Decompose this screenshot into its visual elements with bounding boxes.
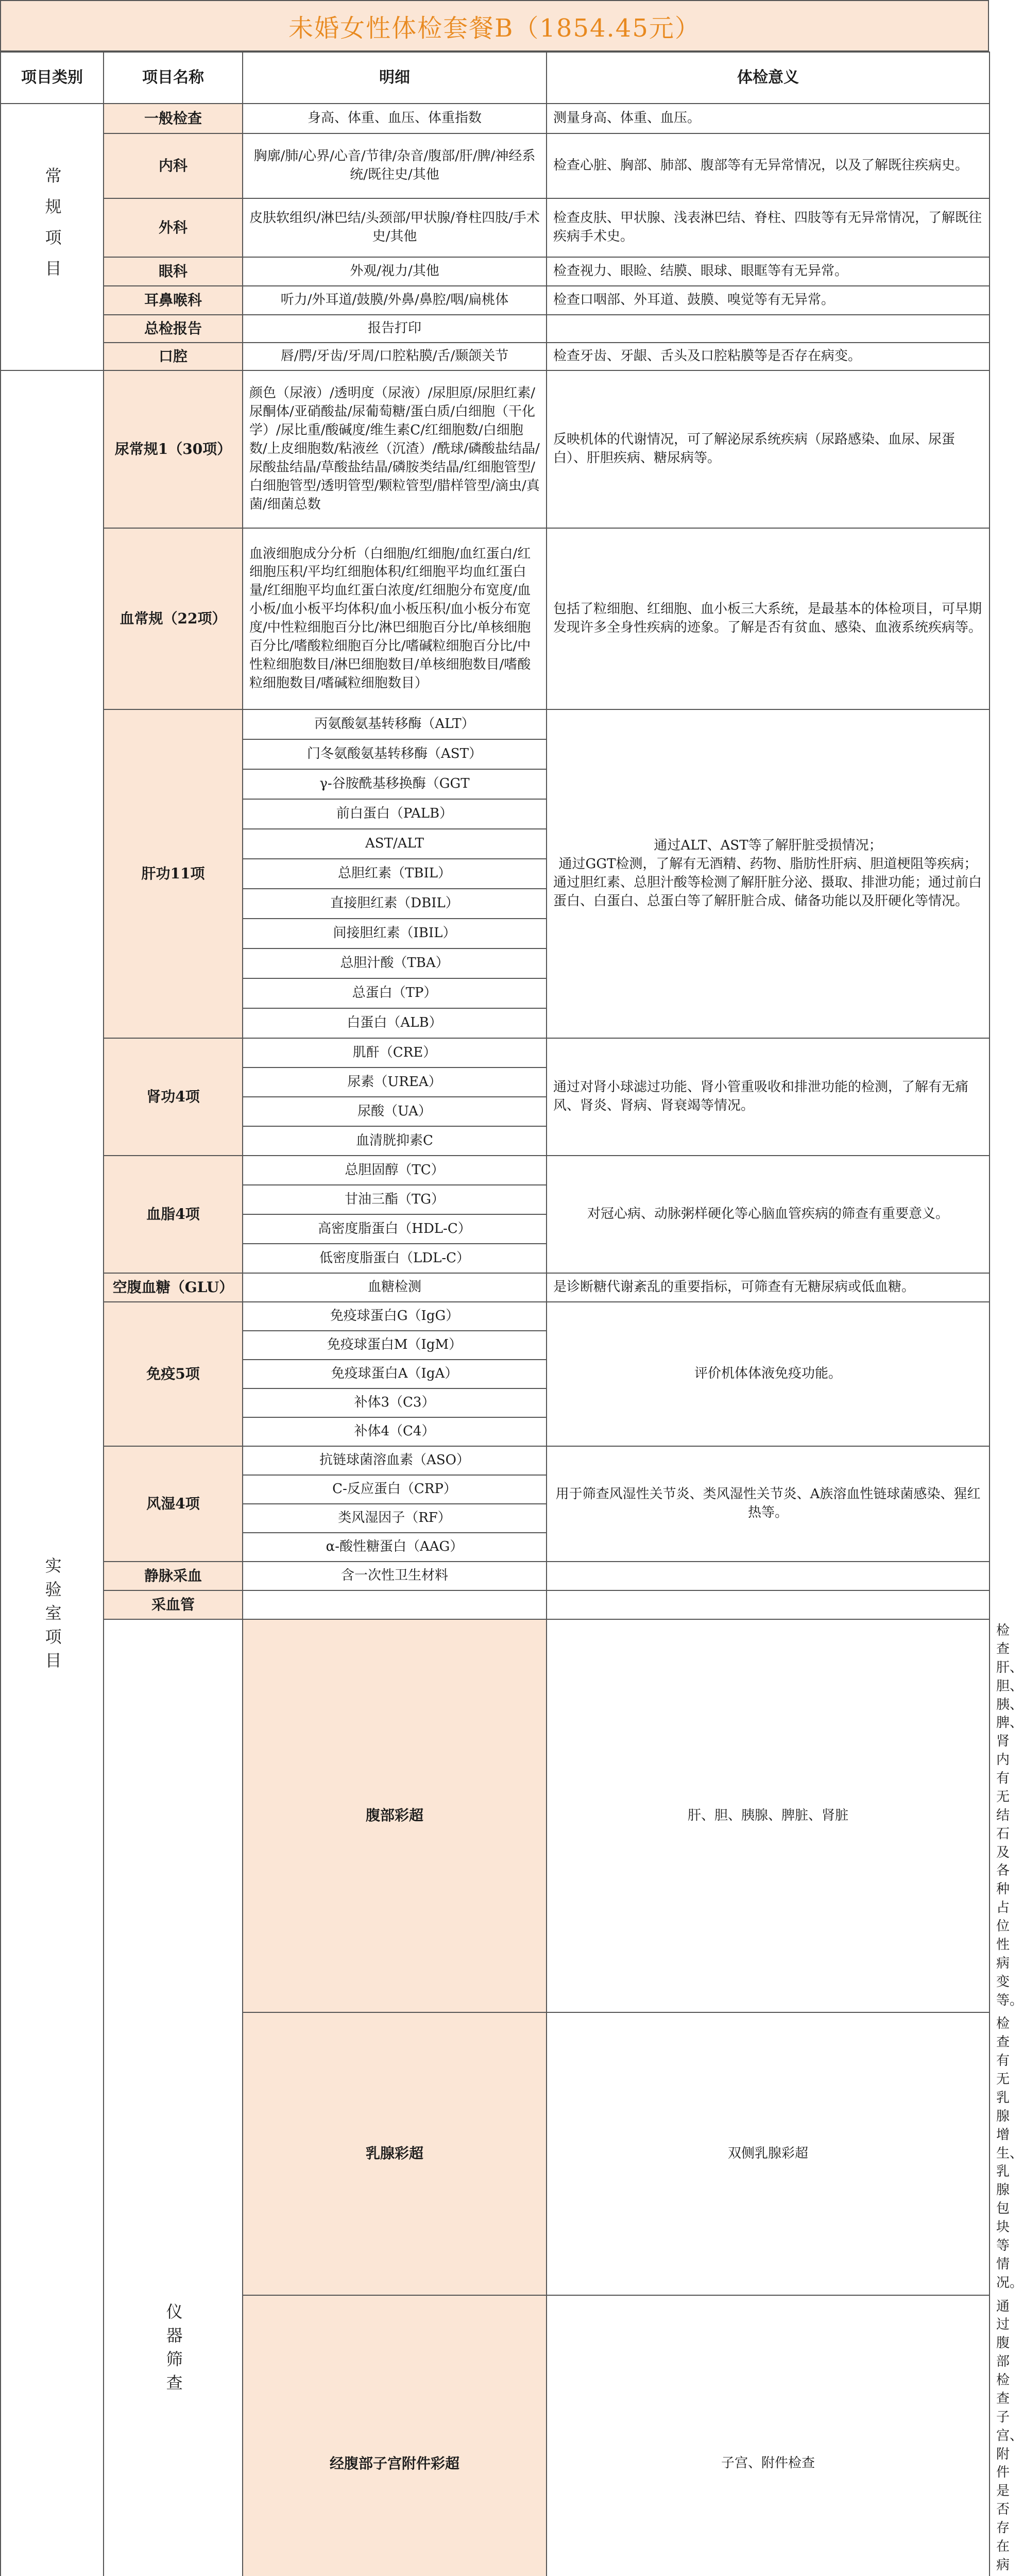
item-detail: 间接胆红素（IBIL） <box>243 919 547 948</box>
table-row <box>1 1590 990 1619</box>
item-name: 腹部彩超 <box>243 1619 547 2012</box>
item-meaning <box>547 1590 990 1619</box>
item-name: 眼科 <box>104 257 243 286</box>
item-detail: 总胆红素（TBIL） <box>243 859 547 889</box>
item-detail: 低密度脂蛋白（LDL-C） <box>243 1244 547 1273</box>
item-detail: 免疫球蛋白G（IgG） <box>243 1302 547 1331</box>
item-detail: 抗链球菌溶血素（ASO） <box>243 1446 547 1475</box>
table-row: 经腹部子宫附件彩超 子宫、附件检查 通过腹部检查子宫、附件是否存在病 <box>1 2295 990 2576</box>
table-row <box>1 1562 990 1590</box>
item-detail: 直接胆红素（DBIL） <box>243 889 547 919</box>
item-meaning <box>547 1562 990 1590</box>
item-name: 耳鼻喉科 <box>104 286 243 315</box>
item-detail: 甘油三酯（TG） <box>243 1185 547 1214</box>
item-meaning <box>547 315 990 343</box>
table-row <box>1 257 990 286</box>
item-detail: 高密度脂蛋白（HDL-C） <box>243 1214 547 1244</box>
item-detail: 白蛋白（ALB） <box>243 1008 547 1038</box>
table-row <box>1 198 990 257</box>
item-meaning: 检查皮肤、甲状腺、浅表淋巴结、脊柱、四肢等有无异常情况，了解既往疾病手术史。 <box>547 198 990 257</box>
item-meaning <box>547 709 990 1038</box>
header-detail: 明细 <box>243 52 547 104</box>
item-detail: 补体4（C4） <box>243 1417 547 1446</box>
item-name: 空腹血糖（GLU） <box>104 1273 243 1302</box>
liver-meaning-3: 通过胆红素、总胆汁酸等检测了解肝脏分泌、摄取、排泄功能；通过前白蛋白、白蛋白、总蛋白等了解肝脏合成、储备功能以及肝硬化等情况。 <box>553 874 983 911</box>
table-row <box>1 1156 990 1185</box>
item-meaning: 用于筛查风湿性关节炎、类风湿性关节炎、A族溶血性链球菌感染、猩红热等。 <box>547 1446 990 1562</box>
item-detail: 总蛋白（TP） <box>243 978 547 1008</box>
item-name: 采血管 <box>104 1590 243 1619</box>
item-meaning: 是诊断糖代谢紊乱的重要指标，可筛查有无糖尿病或低血糖。 <box>547 1273 990 1302</box>
item-meaning: 通过对肾小球滤过功能、肾小管重吸收和排泄功能的检测，了解有无痛风、肾炎、肾病、肾衰竭等情况。 <box>547 1038 990 1156</box>
item-name: 一般检查 <box>104 104 243 133</box>
header-meaning: 体检意义 <box>547 52 990 104</box>
table-row <box>1 709 990 739</box>
page-title: 未婚女性体检套餐B（1854.45元） <box>0 0 989 52</box>
item-detail: 免疫球蛋白M（IgM） <box>243 1331 547 1360</box>
item-detail: α-酸性糖蛋白（AAG） <box>243 1533 547 1562</box>
item-detail: 外观/视力/其他 <box>243 257 547 286</box>
item-detail: 总胆汁酸（TBA） <box>243 948 547 978</box>
item-name: 风湿4项 <box>104 1446 243 1562</box>
item-detail: 胸廓/肺/心界/心音/节律/杂音/腹部/肝/脾/神经系统/既往史/其他 <box>243 133 547 198</box>
item-detail: 总胆固醇（TC） <box>243 1156 547 1185</box>
item-name: 口腔 <box>104 343 243 370</box>
item-detail: 门冬氨酸氨基转移酶（AST） <box>243 739 547 769</box>
liver-meaning-2: 通过GGT检测，了解有无酒精、药物、脂肪性肝病、胆道梗阻等疾病； <box>553 855 983 874</box>
table-row <box>1 1302 990 1331</box>
item-detail: 双侧乳腺彩超 <box>547 2012 990 2295</box>
table-row: 乳腺彩超 双侧乳腺彩超 检查有无乳腺增生、乳腺包块等情况。 <box>1 2012 990 2295</box>
item-detail: 含一次性卫生材料 <box>243 1562 547 1590</box>
item-name: 静脉采血 <box>104 1562 243 1590</box>
item-detail: 血糖检测 <box>243 1273 547 1302</box>
table-row <box>1 1038 990 1067</box>
category-instrument <box>104 1619 243 2576</box>
table-row <box>1 315 990 343</box>
item-detail: 唇/腭/牙齿/牙周/口腔粘膜/舌/颞颌关节 <box>243 343 547 370</box>
table-row <box>1 528 990 709</box>
category-routine-label: 常规项目 <box>30 167 73 291</box>
item-detail: 免疫球蛋白A（IgA） <box>243 1360 547 1388</box>
liver-meaning-1: 通过ALT、AST等了解肝脏受损情况； <box>553 837 983 855</box>
item-meaning: 检查心脏、胸部、肺部、腹部等有无异常情况，以及了解既往疾病史。 <box>547 133 990 198</box>
item-detail: 子宫、附件检查 <box>547 2295 990 2576</box>
item-meaning: 测量身高、体重、血压。 <box>547 104 990 133</box>
item-name: 外科 <box>104 198 243 257</box>
item-name: 肝功11项 <box>104 709 243 1038</box>
table-header-row <box>1 52 990 104</box>
table-row <box>1 370 990 528</box>
item-name: 肾功4项 <box>104 1038 243 1156</box>
item-detail: 丙氨酸氨基转移酶（ALT） <box>243 709 547 739</box>
item-meaning: 包括了粒细胞、红细胞、血小板三大系统，是最基本的体检项目，可早期发现许多全身性疾病的迹象。了解是否有贫血、感染、血液系统疾病等。 <box>547 528 990 709</box>
header-category: 项目类别 <box>1 52 104 104</box>
item-detail: 尿酸（UA） <box>243 1097 547 1126</box>
item-detail: 颜色（尿液）/透明度（尿液）/尿胆原/尿胆红素/尿酮体/亚硝酸盐/尿葡萄糖/蛋白质/白细胞（干化学）/尿比重/酸碱度/维生素C/红细胞数/白细胞数/上皮细胞数/粘液丝（沉渣）/酰球/磷酸盐结晶/尿酸盐结晶/草酸盐结晶/磷胺类结晶/红细胞管型/白细胞管型/透明管型/颗粒管型/腊样管型/滴虫/真菌/细菌总数 <box>243 370 547 528</box>
item-detail: 报告打印 <box>243 315 547 343</box>
table-row: 仪器筛查 腹部彩超 肝、胆、胰腺、脾脏、肾脏 检查肝、胆、胰、脾、肾内有无结石及各种占位性病变等。 <box>1 1619 990 2012</box>
item-name: 总检报告 <box>104 315 243 343</box>
item-name: 内科 <box>104 133 243 198</box>
item-detail: 尿素（UREA） <box>243 1067 547 1097</box>
table-row <box>1 1273 990 1302</box>
item-meaning: 检查牙齿、牙龈、舌头及口腔粘膜等是否存在病变。 <box>547 343 990 370</box>
item-detail: 肌酐（CRE） <box>243 1038 547 1067</box>
item-name: 乳腺彩超 <box>243 2012 547 2295</box>
item-name: 经腹部子宫附件彩超 <box>243 2295 547 2576</box>
item-name: 免疫5项 <box>104 1302 243 1446</box>
item-detail: 肝、胆、胰腺、脾脏、肾脏 <box>547 1619 990 2012</box>
item-detail: 身高、体重、血压、体重指数 <box>243 104 547 133</box>
item-name: 尿常规1（30项） <box>104 370 243 528</box>
item-detail: AST/ALT <box>243 829 547 859</box>
item-detail: γ-谷胺酰基移换酶（GGT <box>243 769 547 799</box>
item-detail: 类风湿因子（RF） <box>243 1504 547 1533</box>
item-meaning: 反映机体的代谢情况，可了解泌尿系统疾病（尿路感染、血尿、尿蛋白）、肝胆疾病、糖尿病等。 <box>547 370 990 528</box>
item-detail: 血液细胞成分分析（白细胞/红细胞/血红蛋白/红细胞压积/平均红细胞体积/红细胞平均血红蛋白量/红细胞平均血红蛋白浓度/红细胞分布宽度/血小板/血小板平均体积/血小板压积/血小板分布宽度/中性粒细胞百分比/淋巴细胞百分比/单核细胞百分比/嗜酸粒细胞百分比/嗜碱粒细胞百分比/中性粒细胞数目/淋巴细胞数目/单核细胞数目/嗜酸粒细胞数目/嗜碱粒细胞数目） <box>243 528 547 709</box>
table-row <box>1 286 990 315</box>
table-row <box>1 1446 990 1475</box>
item-detail: 补体3（C3） <box>243 1388 547 1417</box>
checkup-table <box>0 52 990 2576</box>
category-instrument-label: 仪器筛查 <box>151 2303 194 2398</box>
category-lab-label: 实验室项目 <box>30 1557 73 1675</box>
item-name: 血脂4项 <box>104 1156 243 1273</box>
item-meaning: 对冠心病、动脉粥样硬化等心脑血管疾病的筛查有重要意义。 <box>547 1156 990 1273</box>
item-detail: 前白蛋白（PALB） <box>243 799 547 829</box>
table-row <box>1 343 990 370</box>
table-row <box>1 133 990 198</box>
item-meaning: 评价机体体液免疫功能。 <box>547 1302 990 1446</box>
item-detail <box>243 1590 547 1619</box>
item-detail: 皮肤软组织/淋巴结/头颈部/甲状腺/脊柱四肢/手术史/其他 <box>243 198 547 257</box>
item-detail: C-反应蛋白（CRP） <box>243 1475 547 1504</box>
item-detail: 听力/外耳道/鼓膜/外鼻/鼻腔/咽/扁桃体 <box>243 286 547 315</box>
category-lab <box>1 370 104 2576</box>
item-meaning: 检查视力、眼睑、结膜、眼球、眼眶等有无异常。 <box>547 257 990 286</box>
category-routine <box>1 104 104 370</box>
item-meaning: 检查口咽部、外耳道、鼓膜、嗅觉等有无异常。 <box>547 286 990 315</box>
header-item-name: 项目名称 <box>104 52 243 104</box>
item-detail: 血清胱抑素C <box>243 1126 547 1156</box>
item-name: 血常规（22项） <box>104 528 243 709</box>
table-row <box>1 104 990 133</box>
